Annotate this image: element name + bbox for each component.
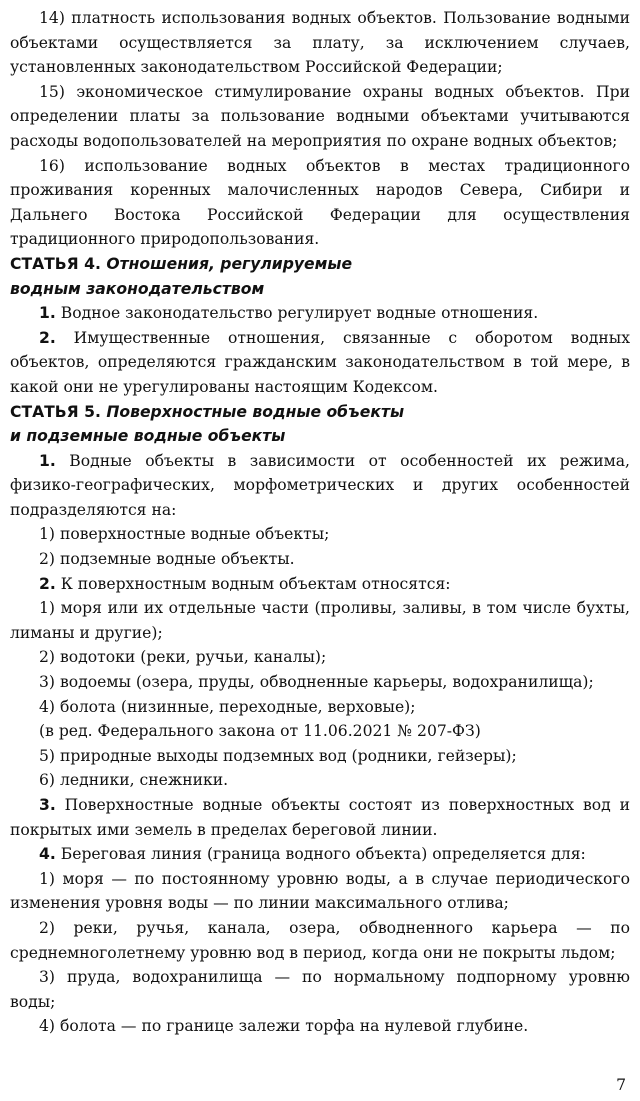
paragraph-number: 1.	[39, 304, 56, 323]
paragraph-text: Береговая линия (граница водного объекта) определяется для:	[60, 845, 586, 864]
article-5-title-line1: Поверхностные водные объекты	[106, 402, 405, 421]
list-item: 2) подземные водные объекты.	[39, 550, 295, 569]
list-item: 15) экономическое стимулирование охраны водных объектов. При определении платы за пользование водными объектами учитываются расходы водопользователей на мероприятия по охране водных объектов;	[10, 82, 630, 150]
list-item: 3) водоемы (озера, пруды, обводненные карьеры, водохранилища);	[39, 673, 594, 692]
list-item: 6) ледники, снежники.	[39, 771, 229, 790]
page-number: 7	[616, 1076, 626, 1094]
article-4-heading	[10, 252, 630, 301]
list-item: 2) реки, ручья, канала, озера, обводненного карьера — по среднемноголетнему уровню вод в период, когда они не покрыты льдом;	[10, 918, 630, 962]
paragraph-text: Водные объекты в зависимости от особенностей их режима, физико-географических, морфометрических и других особенностей подразделяются на:	[10, 451, 630, 519]
article-4-paragraph-1	[10, 301, 630, 326]
list-item: 3) пруда, водохранилища — по нормальному подпорному уровню воды;	[10, 968, 630, 1011]
paragraph-text: Поверхностные водные объекты состоят из поверхностных вод и покрытых ими земель в пределах береговой линии.	[10, 796, 630, 839]
article-4-title-line2: водным законодательством	[10, 279, 265, 298]
list-item: 1) моря — по постоянному уровню воды, а в случае периодического изменения уровня воды — по линии максимального отлива;	[10, 869, 630, 913]
article-5-title-line2: и подземные водные объекты	[10, 427, 286, 446]
paragraph-number: 4.	[39, 845, 56, 864]
list-item: 1) поверхностные водные объекты;	[39, 525, 330, 544]
list-item: 5) природные выходы подземных вод (родники, гейзеры);	[39, 746, 517, 765]
list-item: 2) водотоки (реки, ручьи, каналы);	[39, 648, 327, 667]
list-item: 16) использование водных объектов в местах традиционного проживания коренных малочисленных народов Севера, Сибири и Дальнего Востока Российской Федерации для осуществления традиционного природопользования.	[10, 156, 630, 249]
article-5-paragraph-1	[10, 449, 630, 523]
paragraph-number: 2.	[39, 328, 56, 347]
list-item: 14) платность использования водных объектов. Пользование водными объектами осуществляется за плату, за исключением случаев, установленных законодательством Российской Федерации;	[10, 9, 630, 77]
paragraph-number: 3.	[39, 796, 56, 814]
paragraph-text: Имущественные отношения, связанные с оборотом водных объектов, определяются гражданским законодательством в той мере, в какой они не урегулированы настоящим Кодексом.	[10, 328, 630, 396]
paragraph-text: К поверхностным водным объектам относятся:	[60, 574, 451, 593]
article-4-paragraph-2	[10, 326, 630, 400]
article-5-paragraph-3	[10, 793, 630, 842]
paragraph-number: 2.	[39, 574, 56, 593]
list-item: 4) болота (низинные, переходные, верховые);	[39, 697, 416, 716]
list-item: 4) болота — по границе залежи торфа на нулевой глубине.	[39, 1017, 529, 1036]
article-5-label: СТАТЬЯ 5.	[10, 402, 101, 421]
paragraph-text: Водное законодательство регулирует водные отношения.	[60, 304, 539, 323]
article-4-label: СТАТЬЯ 4.	[10, 254, 101, 273]
article-5-paragraph-2	[10, 572, 630, 597]
article-5-heading	[10, 400, 630, 449]
paragraph-number: 1.	[39, 451, 56, 470]
amendment-note: (в ред. Федерального закона от 11.06.2021 № 207-ФЗ)	[39, 722, 481, 741]
article-5-paragraph-4	[10, 842, 630, 867]
list-item: 1) моря или их отдельные части (проливы, заливы, в том числе бухты, лиманы и другие);	[10, 599, 630, 642]
article-4-title-line1: Отношения, регулируемые	[106, 254, 353, 273]
